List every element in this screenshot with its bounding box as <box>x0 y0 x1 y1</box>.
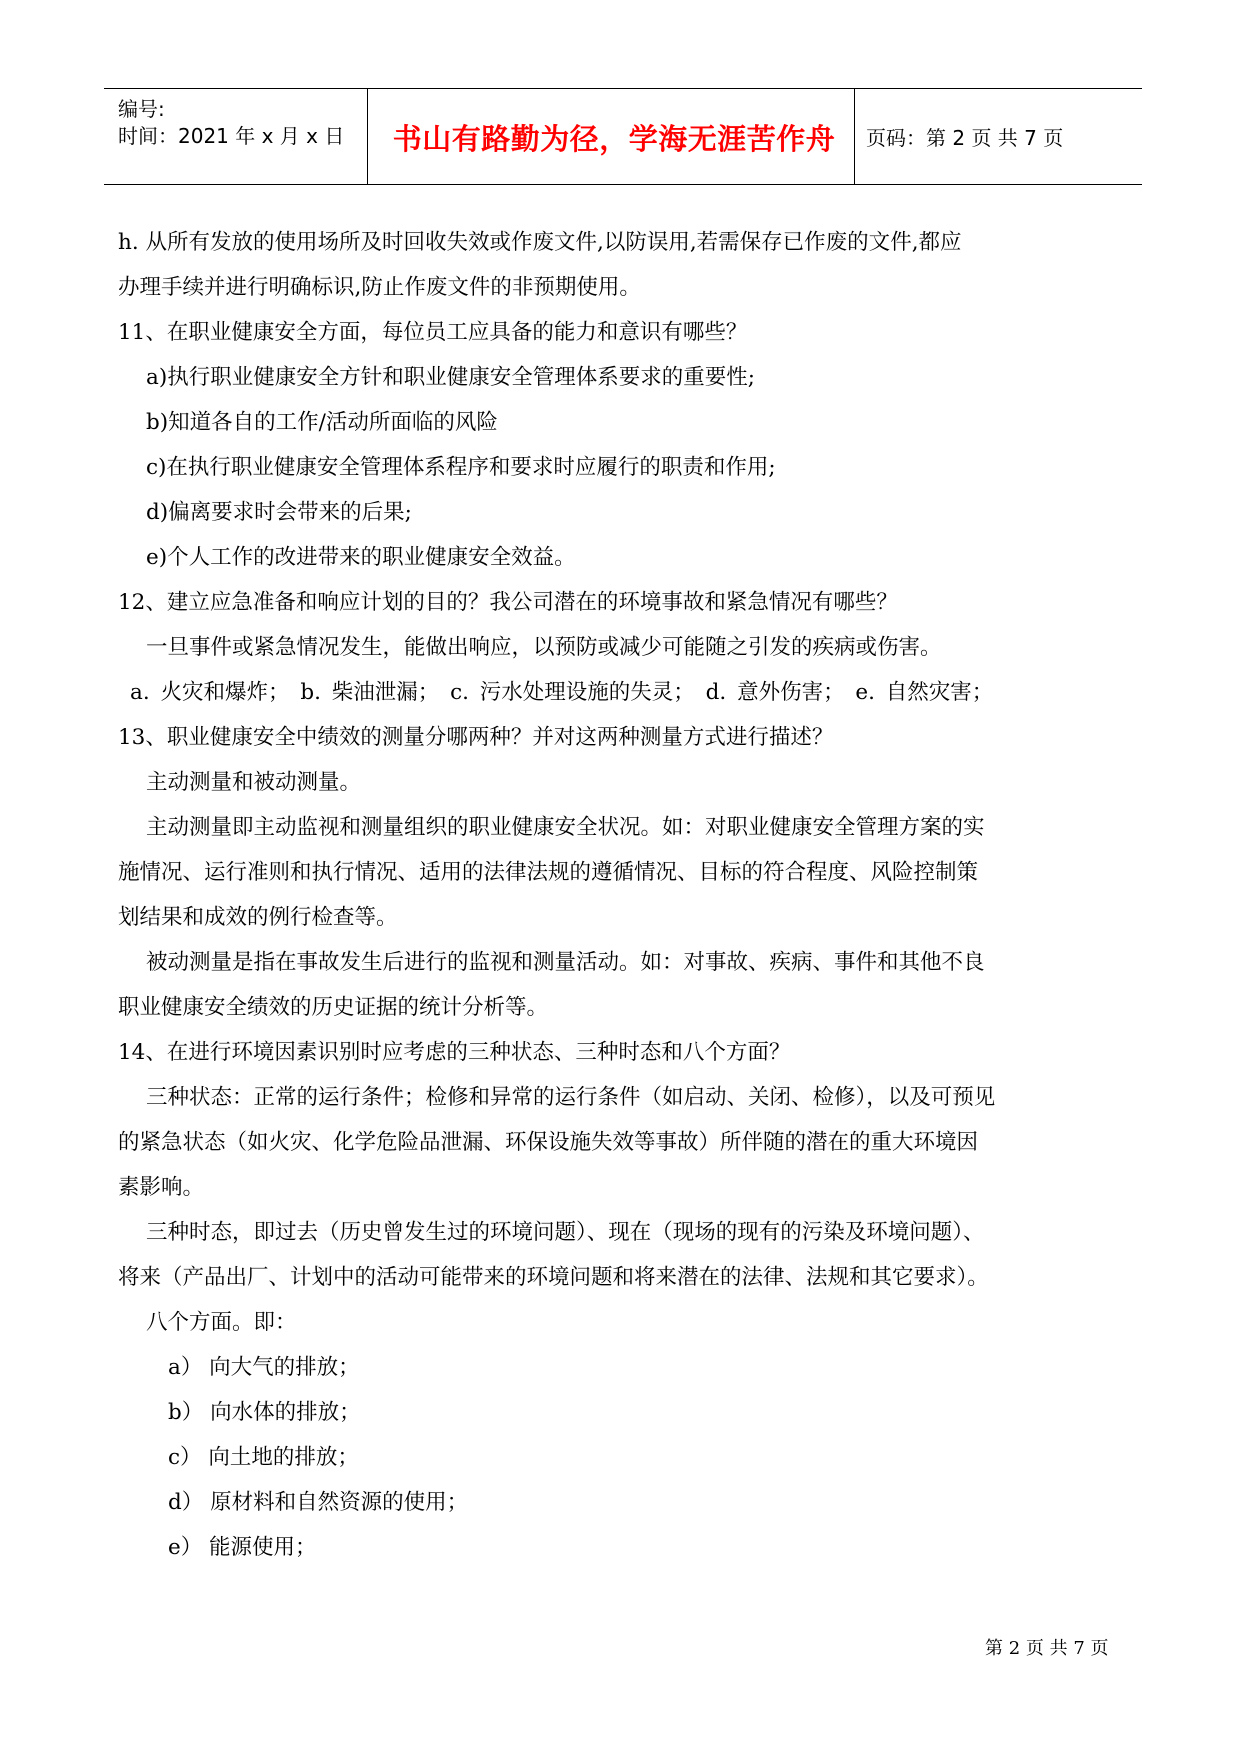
paragraph: 主动测量即主动监视和测量组织的职业健康安全状况。如：对职业健康安全管理方案的实 <box>146 815 985 840</box>
header-page-label: 页码：第 2 页 共 7 页 <box>866 126 1064 150</box>
page-header <box>104 88 1142 185</box>
list-item: b)知道各自的工作/活动所面临的风险 <box>146 410 498 435</box>
document-number-label: 编号: <box>118 97 165 121</box>
document-body <box>118 220 1130 1570</box>
list-item: b） 向水体的排放； <box>168 1400 361 1425</box>
question-13: 13、职业健康安全中绩效的测量分哪两种？并对这两种测量方式进行描述？ <box>118 725 834 750</box>
header-middle-cell <box>369 89 859 184</box>
paragraph: 将来（产品出厂、计划中的活动可能带来的环境问题和将来潜在的法律、法规和其它要求）。 <box>118 1265 989 1290</box>
list-item: c)在执行职业健康安全管理体系程序和要求时应履行的职责和作用; <box>146 455 776 480</box>
header-divider-right <box>854 89 855 184</box>
list-item: a） 向大气的排放； <box>168 1355 360 1380</box>
list-item: c） 向土地的排放； <box>168 1445 359 1470</box>
hazard-list: a. 火灾和爆炸； b. 柴油泄漏； c. 污水处理设施的失灵； d. 意外伤害； e. 自然灾害； <box>130 680 994 705</box>
document-time-label: 时间：2021 年 x 月 x 日 <box>118 124 345 148</box>
paragraph: 职业健康安全绩效的历史证据的统计分析等。 <box>118 995 549 1020</box>
list-item: e)个人工作的改进带来的职业健康安全效益。 <box>146 545 576 570</box>
paragraph: 三种状态：正常的运行条件；检修和异常的运行条件（如启动、关闭、检修），以及可预见 <box>146 1085 996 1110</box>
question-12: 12、建立应急准备和响应计划的目的？我公司潜在的环境事故和紧急情况有哪些？ <box>118 590 898 615</box>
answer-paragraph: 主动测量和被动测量。 <box>146 770 362 795</box>
paragraph: 办理手续并进行明确标识,防止作废文件的非预期使用。 <box>118 275 641 300</box>
paragraph: 划结果和成效的例行检查等。 <box>118 905 398 930</box>
paragraph: h. 从所有发放的使用场所及时回收失效或作废文件,以防误用,若需保存已作废的文件,都应 <box>118 230 962 255</box>
list-item: d)偏离要求时会带来的后果; <box>146 500 412 525</box>
paragraph: 素影响。 <box>118 1175 205 1200</box>
question-11: 11、在职业健康安全方面，每位员工应具备的能力和意识有哪些？ <box>118 320 748 345</box>
page-footer: 第 2 页 共 7 页 <box>985 1638 1109 1659</box>
header-right-cell <box>866 89 1136 184</box>
question-14: 14、在进行环境因素识别时应考虑的三种状态、三种时态和八个方面？ <box>118 1040 791 1065</box>
paragraph: 八个方面。即： <box>146 1310 297 1335</box>
paragraph: 三种时态，即过去（历史曾发生过的环境问题）、现在（现场的现有的污染及环境问题）、 <box>146 1220 985 1245</box>
paragraph: 被动测量是指在事故发生后进行的监视和测量活动。如：对事故、疾病、事件和其他不良 <box>146 950 985 975</box>
header-motto: 书山有路勤为径，学海无涯苦作舟 <box>392 122 836 156</box>
paragraph: 施情况、运行准则和执行情况、适用的法律法规的遵循情况、目标的符合程度、风险控制策 <box>118 860 979 885</box>
answer-paragraph: 一旦事件或紧急情况发生，能做出响应，以预防或减少可能随之引发的疾病或伤害。 <box>146 635 942 660</box>
list-item: e） 能源使用； <box>168 1535 317 1560</box>
paragraph: 的紧急状态（如火灾、化学危险品泄漏、环保设施失效等事故）所伴随的潜在的重大环境因 <box>118 1130 979 1155</box>
list-item: a)执行职业健康安全方针和职业健康安全管理体系要求的重要性; <box>146 365 755 390</box>
list-item: d） 原材料和自然资源的使用； <box>168 1490 469 1515</box>
header-divider-left <box>367 89 368 184</box>
